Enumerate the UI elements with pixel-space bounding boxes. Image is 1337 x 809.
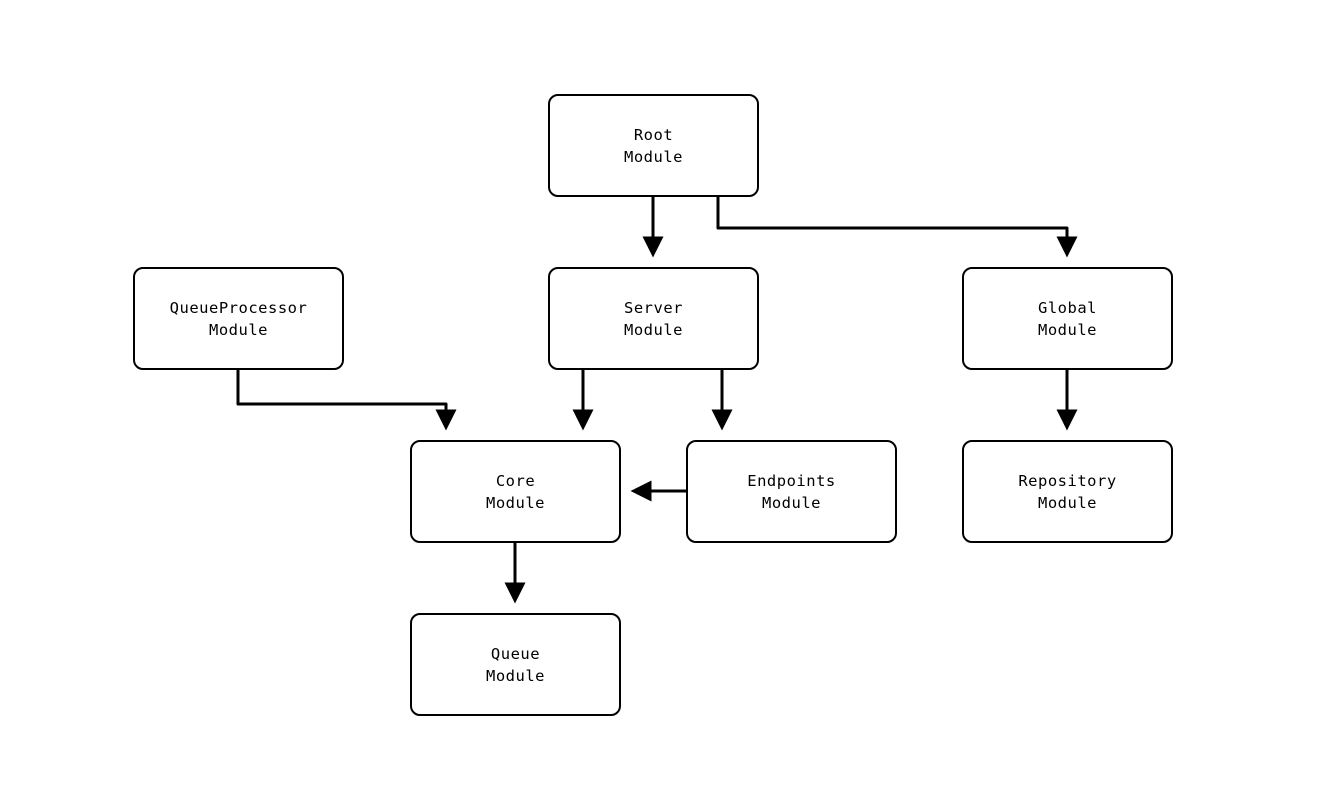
node-label-line1: Queue bbox=[490, 644, 541, 663]
node-endpoints[interactable] bbox=[686, 440, 897, 543]
node-label-line1: Root bbox=[633, 125, 674, 144]
node-repository[interactable] bbox=[962, 440, 1173, 543]
node-label-line2: Module bbox=[624, 320, 683, 339]
node-label-line2: Module bbox=[486, 493, 545, 512]
node-label-line2: Module bbox=[1038, 493, 1097, 512]
node-label-line2: Module bbox=[624, 147, 683, 166]
node-label-line2: Module bbox=[762, 493, 821, 512]
node-label-line1: QueueProcessor bbox=[169, 298, 308, 317]
node-label-line2: Module bbox=[209, 320, 268, 339]
node-queue[interactable] bbox=[410, 613, 621, 716]
node-server[interactable] bbox=[548, 267, 759, 370]
node-global[interactable] bbox=[962, 267, 1173, 370]
node-label-line1: Repository bbox=[1018, 471, 1117, 490]
node-queueprocessor[interactable] bbox=[133, 267, 344, 370]
node-root[interactable] bbox=[548, 94, 759, 197]
node-core[interactable] bbox=[410, 440, 621, 543]
edge-queueprocessor-to-core bbox=[238, 370, 446, 427]
node-label-line1: Global bbox=[1038, 298, 1097, 317]
node-label-line1: Core bbox=[495, 471, 536, 490]
edge-root-to-global bbox=[718, 197, 1067, 254]
node-label-line1: Server bbox=[624, 298, 683, 317]
node-label-line2: Module bbox=[1038, 320, 1097, 339]
node-label-line1: Endpoints bbox=[747, 471, 836, 490]
node-label-line2: Module bbox=[486, 666, 545, 685]
